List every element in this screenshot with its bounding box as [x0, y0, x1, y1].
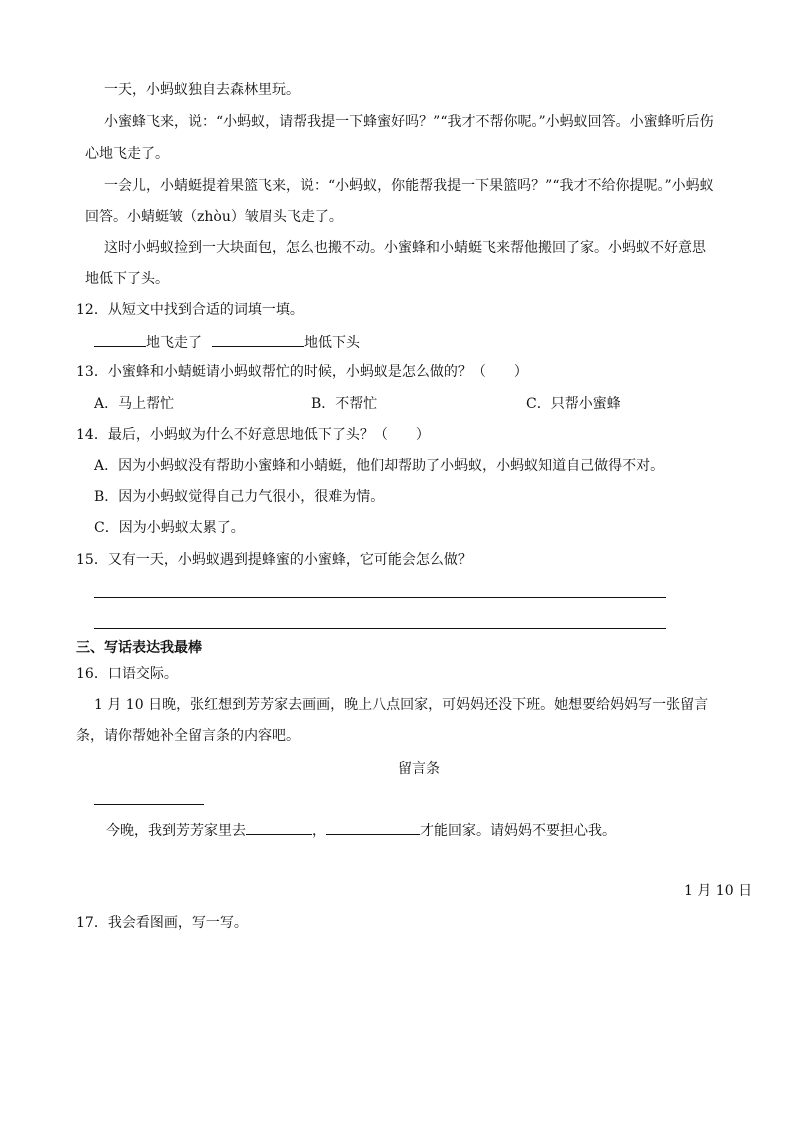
note-date: 1 月 10 日	[684, 883, 753, 899]
question-14-option-a[interactable]: A．因为小蚂蚁没有帮助小蜜蜂和小蜻蜓，他们却帮助了小蚂蚁，小蚂蚁知道自己做得不对。	[94, 458, 665, 474]
question-13-option-a[interactable]: A．马上帮忙	[94, 396, 175, 412]
passage-paragraph-1: 一天，小蚂蚁独自去森林里玩。	[104, 82, 300, 98]
question-13-stem: 13．小蜜蜂和小蜻蜓请小蚂蚁帮忙的时候，小蚂蚁是怎么做的？（ ）	[76, 364, 528, 380]
answer-line-2[interactable]	[94, 628, 666, 629]
fill-suffix-1: 地飞走了	[146, 335, 202, 351]
answer-blank-2[interactable]	[212, 332, 304, 347]
passage-paragraph-2-line-1: 小蜜蜂飞来，说：“小蚂蚁，请帮我提一下蜂蜜好吗？”“我才不帮你呢。”小蚂蚁回答。小蜜蜂听后伤	[104, 114, 714, 130]
fill-suffix-2: 地低下头	[304, 335, 360, 351]
note-body-part-2: 才能回家。请妈妈不要担心我。	[420, 823, 616, 839]
question-14-option-b[interactable]: B．因为小蚂蚁觉得自己力气很小，很难为情。	[94, 489, 385, 505]
answer-line-1[interactable]	[94, 597, 666, 598]
question-17-stem: 17．我会看图画，写一写。	[76, 915, 248, 931]
question-16-intro-line-1: 1 月 10 日晚，张红想到芳芳家去画画，晚上八点回家，可妈妈还没下班。她想要给妈妈写一张留言	[94, 697, 709, 713]
note-blank-1[interactable]	[246, 820, 312, 835]
note-blank-2[interactable]	[326, 820, 420, 835]
passage-paragraph-3-line-1: 一会儿，小蜻蜓提着果篮飞来，说：“小蚂蚁，你能帮我提一下果篮吗？”“我才不给你提呢。”小蚂蚁	[104, 178, 714, 194]
note-body-part-1: 今晚，我到芳芳家里去	[106, 823, 246, 839]
question-12-fill-line	[94, 332, 360, 352]
note-recipient-blank[interactable]	[94, 804, 204, 805]
passage-paragraph-3-line-2: 回答。小蜻蜓皱（zhòu）皱眉头飞走了。	[85, 209, 343, 225]
section-3-heading: 三、写话表达我最棒	[76, 640, 202, 656]
question-16-stem: 16．口语交际。	[76, 666, 178, 682]
question-16-intro-line-2: 条，请你帮她补全留言条的内容吧。	[76, 728, 300, 744]
note-body	[106, 820, 616, 840]
note-title: 留言条	[398, 761, 440, 777]
passage-paragraph-4-line-1: 这时小蚂蚁捡到一大块面包，怎么也搬不动。小蜜蜂和小蜻蜓飞来帮他搬回了家。小蚂蚁不好意思	[104, 240, 706, 256]
passage-paragraph-4-line-2: 地低下了头。	[85, 271, 169, 287]
question-14-option-c[interactable]: C．因为小蚂蚁太累了。	[94, 520, 245, 536]
question-14-stem: 14．最后，小蚂蚁为什么不好意思地低下了头？（ ）	[76, 427, 430, 443]
question-15-stem: 15．又有一天，小蚂蚁遇到提蜂蜜的小蜜蜂，它可能会怎么做？	[76, 552, 472, 568]
passage-paragraph-2-line-2: 心地飞走了。	[85, 146, 169, 162]
question-12-stem: 12．从短文中找到合适的词填一填。	[76, 302, 304, 318]
answer-blank-1[interactable]	[94, 332, 146, 347]
question-13-option-b[interactable]: B．不帮忙	[311, 396, 378, 412]
note-body-separator: ，	[312, 823, 326, 839]
question-13-option-c[interactable]: C．只帮小蜜蜂	[526, 396, 621, 412]
